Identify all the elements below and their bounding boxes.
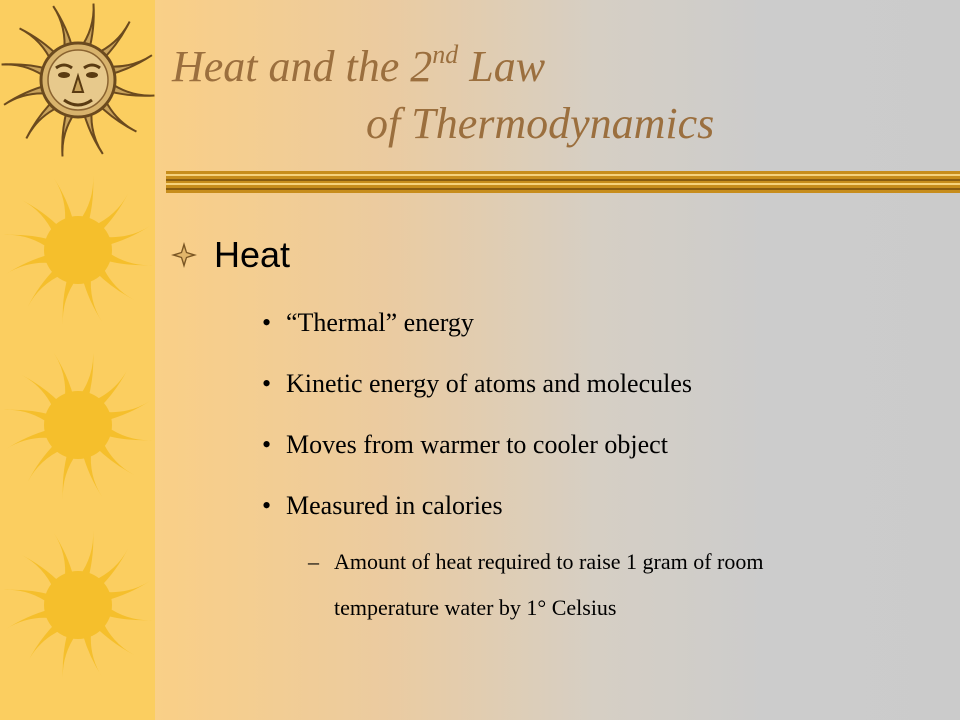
sun-icon bbox=[0, 170, 160, 330]
sub-bullet-continuation: temperature water by 1° Celsius bbox=[334, 595, 617, 620]
title-superscript: nd bbox=[432, 40, 459, 69]
sun-face-icon bbox=[0, 0, 160, 165]
sub-bullet: – Amount of heat required to raise 1 gram of room bbox=[308, 549, 764, 574]
sun-icon bbox=[0, 525, 160, 685]
bullet-item: • Kinetic energy of atoms and molecules bbox=[262, 369, 693, 398]
title-text-end: Law bbox=[458, 42, 546, 91]
bullet-item: • “Thermal” energy bbox=[262, 308, 474, 337]
heading-row bbox=[170, 230, 290, 280]
bullet-item: • Measured in calories bbox=[262, 491, 503, 520]
heading-heat: Heat bbox=[214, 234, 291, 275]
title-text: Heat and the 2 bbox=[172, 42, 433, 91]
slide-title bbox=[172, 42, 932, 149]
title-divider bbox=[166, 171, 960, 193]
title-line-2: of Thermodynamics bbox=[366, 99, 715, 148]
sun-icon bbox=[0, 345, 160, 505]
bullet-item: • Moves from warmer to cooler object bbox=[262, 430, 668, 459]
star-icon bbox=[170, 241, 198, 269]
